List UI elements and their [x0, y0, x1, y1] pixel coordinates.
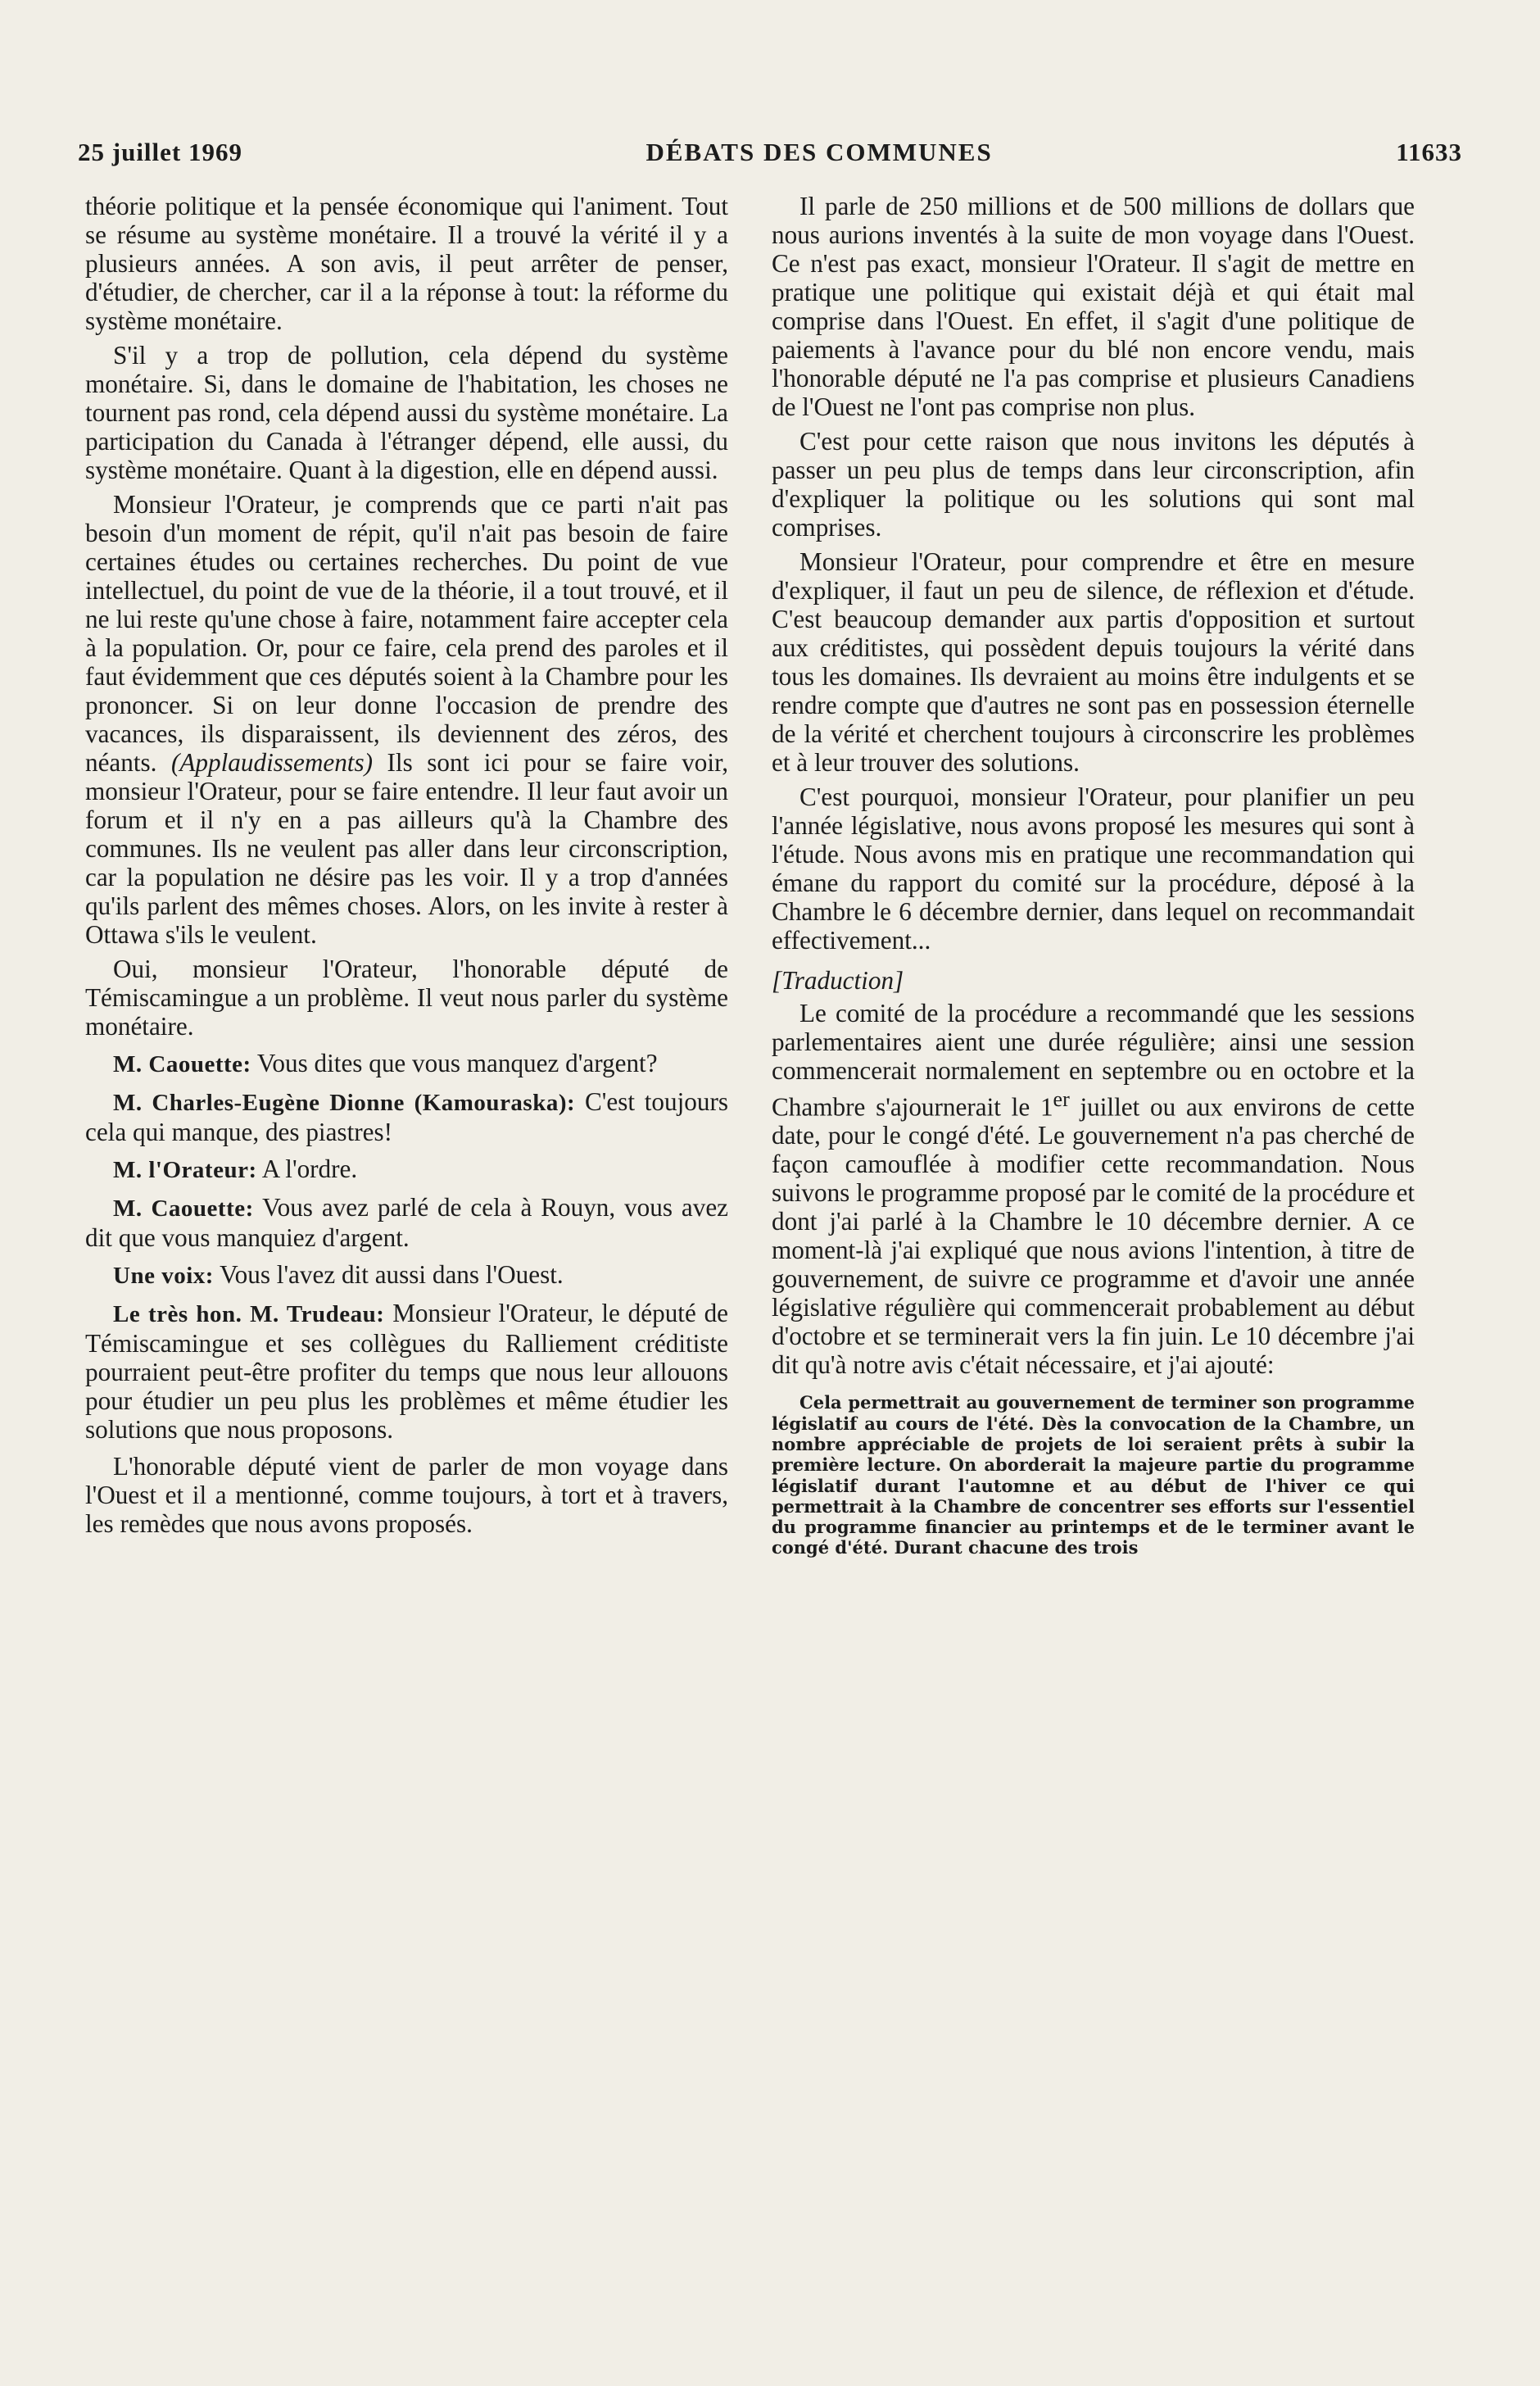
right-column	[772, 192, 1415, 1564]
paragraph: L'honorable député vient de parler de mon voyage dans l'Ouest et il a mentionné, comme toujours, à tort et à travers, les remèdes que nous avons proposés.	[85, 1452, 728, 1538]
speaker-name: M. Caouette:	[113, 1195, 254, 1222]
paragraph: S'il y a trop de pollution, cela dépend du système monétaire. Si, dans le domaine de l'habitation, les choses ne tournent pas rond, cela dépend aussi du système monétaire. La participation du Canada à l'étranger dépend, elle aussi, du système monétaire. Quant à la digestion, elle en dépend aussi.	[85, 341, 728, 484]
paragraph	[85, 490, 728, 949]
speaker-name: Une voix:	[113, 1263, 214, 1289]
left-column	[85, 192, 728, 1544]
speech-text: Vous avez parlé de cela à Rouyn, vous avez dit que vous manquiez d'argent.	[85, 1193, 729, 1252]
paragraph: Oui, monsieur l'Orateur, l'honorable député de Témiscamingue a un problème. Il veut nous parler du système monétaire.	[85, 955, 728, 1041]
speaker-name: M. l'Orateur:	[113, 1157, 257, 1183]
paragraph-text: Monsieur l'Orateur, je comprends que ce parti n'ait pas besoin d'un moment de répit, qu'il n'ait pas besoin de faire certaines études ou certaines recherches. Du point de vue intellectuel, du point de vue de la théorie, il a tout trouvé, et il ne lui reste qu'une chose à faire, notamment faire accepter cela à la population. Or, pour ce faire, cela prend des paroles et il faut évidemment que ces députés soient à la Chambre pour les prononcer. Si on leur donne l'occasion de prendre des vacances, ils disparaissent, ils deviennent des zéros, des néants.	[85, 490, 728, 777]
paragraph-text: Le comité de la procédure a recommandé que les sessions parlementaires aient une durée régulière; ainsi une session commencerait normalement en septembre ou en octobre et la Chambre s'ajournerait le 1	[772, 999, 1415, 1122]
speech	[85, 1193, 728, 1252]
speaker-name: M. Charles-Eugène Dionne (Kamouraska):	[113, 1090, 576, 1116]
paragraph: C'est pour cette raison que nous invitons les députés à passer un peu plus de temps dans leur circonscription, afin d'expliquer la politique ou les solutions qui sont mal comprises.	[772, 427, 1415, 542]
block-quote: Cela permettrait au gouvernement de terminer son programme législatif au cours de l'été. Dès la convocation de la Chambre, un nombre appréciable de projets de loi seraient prêts à subir la première lecture. On aborderait la majeure partie du programme législatif durant l'automne et au début de l'hiver ce qui permettrait à la Chambre de concentrer ses efforts sur l'essentiel du programme financier au printemps et de le terminer avant le congé d'été. Durant chacune des trois	[772, 1392, 1415, 1558]
speech-text: C'est toujours cela qui manque, des piastres!	[85, 1087, 728, 1146]
speech-text: Vous dites que vous manquez d'argent?	[256, 1049, 658, 1077]
paragraph-text: Ils sont ici pour se faire voir, monsieur l'Orateur, pour se faire entendre. Il leur faut avoir un forum et il n'y en a pas ailleurs qu'à la Chambre des communes. Ils ne veulent pas aller dans leur circonscription, car la population ne désire pas les voir. Il y a trop d'années qu'ils parlent des mêmes choses. Alors, on les invite à rester à Ottawa s'ils le veulent.	[85, 748, 729, 949]
translation-tag: [Traduction]	[772, 966, 904, 995]
speech	[85, 1049, 728, 1079]
speaker-name: Le très hon. M. Trudeau:	[113, 1301, 385, 1327]
speech	[85, 1260, 728, 1291]
speech-text: Vous l'avez dit aussi dans l'Ouest.	[220, 1260, 564, 1289]
applause-note: (Applaudissements)	[171, 748, 373, 777]
speech-text: A l'ordre.	[261, 1154, 358, 1183]
speech	[85, 1087, 728, 1146]
header-date: 25 juillet 1969	[78, 138, 242, 166]
speech	[85, 1299, 728, 1444]
paragraph: Monsieur l'Orateur, pour comprendre et être en mesure d'expliquer, il faut un peu de silence, de réflexion et d'étude. C'est beaucoup demander aux partis d'opposition et surtout aux créditistes, qui possèdent depuis toujours la vérité dans tous les domaines. Ils devraient au moins être indulgents et se rendre compte que d'autres ne sont pas en possession éternelle de la vérité et cherchent toujours à circonscrire les problèmes et à leur trouver des solutions.	[772, 547, 1415, 777]
speaker-name: M. Caouette:	[113, 1051, 251, 1077]
header-title: DÉBATS DES COMMUNES	[645, 138, 993, 166]
page-header	[78, 138, 1462, 170]
superscript: er	[1053, 1087, 1070, 1111]
paragraph: théorie politique et la pensée économique qui l'animent. Tout se résume au système monétaire. Il a trouvé la vérité il y a plusieurs années. A son avis, il peut arrêter de penser, d'étudier, de chercher, car il a la réponse à tout: la réforme du système monétaire.	[85, 192, 728, 335]
header-page-number: 11633	[1396, 138, 1462, 166]
speech-text: Monsieur l'Orateur, le député de Témiscamingue et ses collègues du Ralliement créditiste pourraient peut-être profiter du temps que nous leur allouons pour étudier un peu plus les problèmes et même étudier les solutions que nous proposons.	[85, 1299, 729, 1444]
paragraph: C'est pourquoi, monsieur l'Orateur, pour planifier un peu l'année législative, nous avons proposé les mesures qui sont à l'étude. Nous avons mis en pratique une recommandation qui émane du rapport du comité sur la procédure, déposé à la Chambre le 6 décembre dernier, dans lequel on recommandait effectivement...	[772, 782, 1415, 955]
speech	[85, 1154, 728, 1185]
paragraph: Il parle de 250 millions et de 500 millions de dollars que nous aurions inventés à la suite de mon voyage dans l'Ouest. Ce n'est pas exact, monsieur l'Orateur. Il s'agit de mettre en pratique une politique qui existait déjà et qui était mal comprise dans l'Ouest. En effet, il s'agit d'une politique de paiements à l'avance pour du blé non encore vendu, mais l'honorable député ne l'a pas comprise et plusieurs Canadiens de l'Ouest ne l'ont pas comprise non plus.	[772, 192, 1415, 421]
paragraph	[772, 999, 1415, 1379]
paragraph-text: juillet ou aux environs de cette date, pour le congé d'été. Le gouvernement n'a pas cherché de façon camouflée à modifier cette recommandation. Nous suivons le programme proposé par le comité de la procédure et dont j'ai parlé à la Chambre le 10 décembre dernier. A ce moment-là j'ai expliqué que nous avions l'intention, à titre de gouvernement, de suivre ce programme et d'avoir une année législative régulière qui commencerait probablement au début d'octobre et se terminerait vers la fin juin. Le 10 décembre j'ai dit qu'à notre avis c'était nécessaire, et j'ai ajouté:	[772, 1092, 1415, 1380]
